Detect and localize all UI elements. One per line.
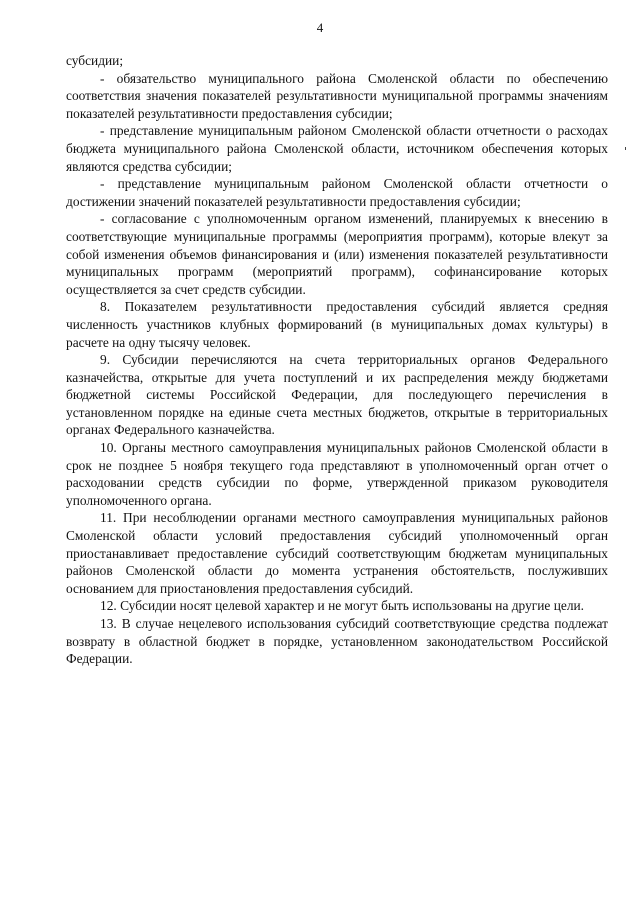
paragraph-approval: - согласование с уполномоченным органом изменений, планируемых к внесению в соответствующие муниципальные программы (мероприятия программ), которые влекут за собой изменения объемов финансирования и (или) изменения показателей результативности муниципальных программ (мероприятий программ), софинансирование которых осуществляется за счет средств субсидии. (66, 211, 608, 297)
scan-mark (625, 147, 626, 150)
document-body (66, 52, 608, 668)
paragraph-continuation: субсидии; (66, 53, 124, 68)
paragraph-item-11: 11. При несоблюдении органами местного самоуправления муниципальных районов Смоленской области условий предоставления субсидий уполномоченный орган приостанавливает предоставление субсидий соответствующим бюджетам муниципальных районов Смоленской области до момента устранения обстоятельств, послуживших основанием для приостановления предоставления субсидий. (66, 510, 608, 596)
paragraph-item-12: 12. Субсидии носят целевой характер и не могут быть использованы на другие цели. (100, 598, 585, 614)
paragraph-expense-report: - представление муниципальным районом Смоленской области отчетности о расходах бюджета муниципального района Смоленской области, источником обеспечения которых являются средства субсидии; (66, 123, 608, 174)
paragraph-item-8: 8. Показателем результативности предоставления субсидий является средняя численность участников клубных формирований (в муниципальных домах культуры) в расчете на одну тысячу человек. (66, 299, 608, 350)
paragraph-results-report: - представление муниципальным районом Смоленской области отчетности о достижении значений показателей результативности предоставления субсидии; (66, 176, 608, 209)
paragraph-item-9: 9. Субсидии перечисляются на счета территориальных органов Федерального казначейства, открытые для учета поступлений и их распределения между бюджетами бюджетной системы Российской Федерации, для последующего перечисления в установленном порядке на единые счета местных бюджетов, открытые в территориальных органах Федерального казначейства. (66, 352, 608, 438)
paragraph-item-13: 13. В случае нецелевого использования субсидий соответствующие средства подлежат возврату в областной бюджет в порядке, установленном законодательством Российской Федерации. (66, 616, 608, 667)
paragraph-obligation: - обязательство муниципального района Смоленской области по обеспечению соответствия значения показателей результативности муниципальной программы значениям показателей результативности предоставления субсидии; (66, 70, 608, 121)
paragraph-item-10: 10. Органы местного самоуправления муниципальных районов Смоленской области в срок не позднее 5 ноября текущего года представляют в уполномоченный орган отчет о расходовании средств субсидии по форме, утвержденной приказом руководителя уполномоченного органа. (66, 440, 608, 508)
page-number: 4 (316, 20, 324, 35)
